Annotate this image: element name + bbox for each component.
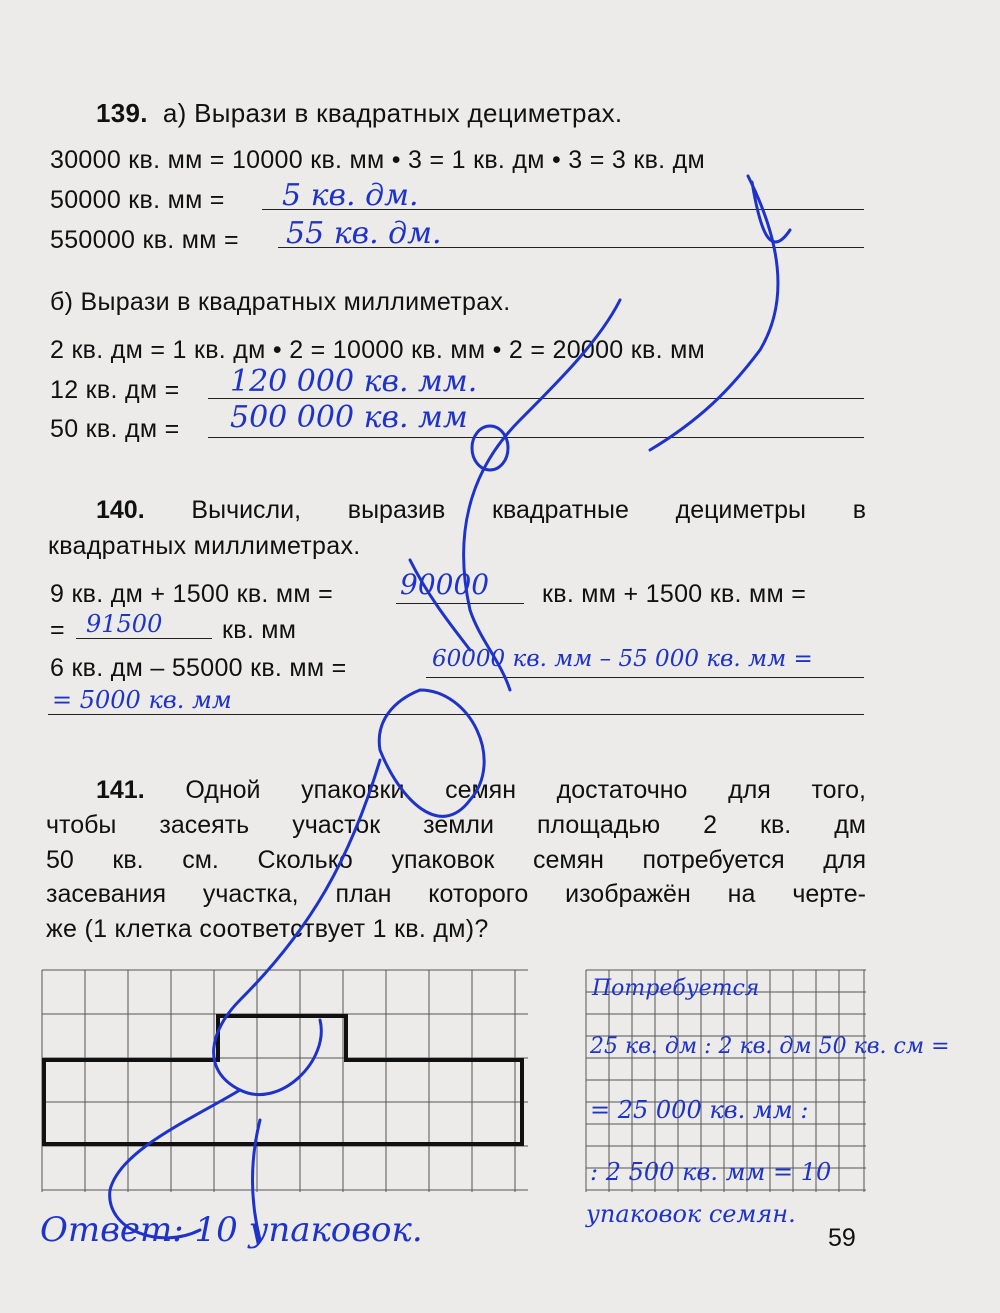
ex140-row1-answer: 90000 bbox=[400, 568, 490, 601]
ex141-calc2: 25 кв. дм : 2 кв. дм 50 кв. см = bbox=[590, 1034, 950, 1059]
ex139-row4-answer: 500 000 кв. мм bbox=[230, 400, 468, 435]
ex139-number: 139. bbox=[96, 98, 148, 128]
ex140-row3-answer: 60000 кв. мм – 55 000 кв. мм = bbox=[432, 646, 813, 672]
check-mark bbox=[464, 300, 620, 690]
ex139-row1-label: 50000 кв. мм = bbox=[50, 186, 225, 214]
ex140-line2: квадратных миллиметрах. bbox=[48, 532, 361, 560]
ex139-title-b: б) Вырази в квадратных миллиметрах. bbox=[50, 288, 511, 316]
ex139-row3-answer: 120 000 кв. мм. bbox=[230, 364, 478, 399]
ex139-row1-answer: 5 кв. дм. bbox=[282, 178, 419, 213]
ex141-calc5: упаковок семян. bbox=[586, 1200, 796, 1228]
ex139-title-a: а) Вырази в квадратных дециметрах. bbox=[162, 98, 623, 128]
ex141-answer: Ответ: 10 упаковок. bbox=[40, 1210, 423, 1250]
ex139-example-a: 30000 кв. мм = 10000 кв. мм • 3 = 1 кв. дм • 3 = 3 кв. дм bbox=[50, 146, 706, 174]
ex139-row2-label: 550000 кв. мм = bbox=[50, 226, 239, 254]
ex140-text-line1: Вычисли, выразив квадратные дециметры в bbox=[191, 496, 866, 524]
ex141-calc1: Потребуется bbox=[592, 976, 760, 1001]
ex141-number: 141. bbox=[96, 776, 145, 804]
ex141-line2: чтобы засеять участок земли площадью 2 кв. дм bbox=[46, 811, 866, 839]
ex139-example-b: 2 кв. дм = 1 кв. дм • 2 = 10000 кв. мм • 2 = 20000 кв. мм bbox=[50, 336, 706, 364]
ink-circle bbox=[472, 426, 508, 470]
ex140-row2-right: кв. мм bbox=[222, 616, 297, 644]
ex140-row4-answer: = 5000 кв. мм bbox=[52, 686, 232, 714]
ink-loop bbox=[379, 690, 484, 816]
ex139-row2-answer: 55 кв. дм. bbox=[286, 216, 442, 251]
ex141-calc3: = 25 000 кв. мм : bbox=[590, 1096, 809, 1124]
ex139-row3-label: 12 кв. дм = bbox=[50, 376, 180, 404]
ex140-row1-right: кв. мм + 1500 кв. мм = bbox=[542, 580, 807, 608]
ex141-calc4: : 2 500 кв. мм = 10 bbox=[590, 1158, 832, 1186]
ex140-row2-left: = bbox=[50, 616, 65, 644]
ex141-line3: 50 кв. см. Сколько упаковок семян потребуется для bbox=[46, 846, 866, 874]
ex141-line5: же (1 клетка соответствует 1 кв. дм)? bbox=[46, 915, 489, 943]
ex141-line4: засевания участка, план которого изображён на черте- bbox=[46, 880, 866, 908]
ex140-row2-answer: 91500 bbox=[86, 610, 163, 638]
ex140-row1-left: 9 кв. дм + 1500 кв. мм = bbox=[50, 580, 334, 608]
ex140-row3-left: 6 кв. дм – 55000 кв. мм = bbox=[50, 654, 347, 682]
page-number: 59 bbox=[828, 1224, 856, 1252]
ink-loop bbox=[214, 760, 380, 1095]
ex141-text-line1: Одной упаковки семян достаточно для того, bbox=[185, 776, 866, 804]
ex139-row4-label: 50 кв. дм = bbox=[50, 415, 180, 443]
ex140-number: 140. bbox=[96, 496, 145, 524]
